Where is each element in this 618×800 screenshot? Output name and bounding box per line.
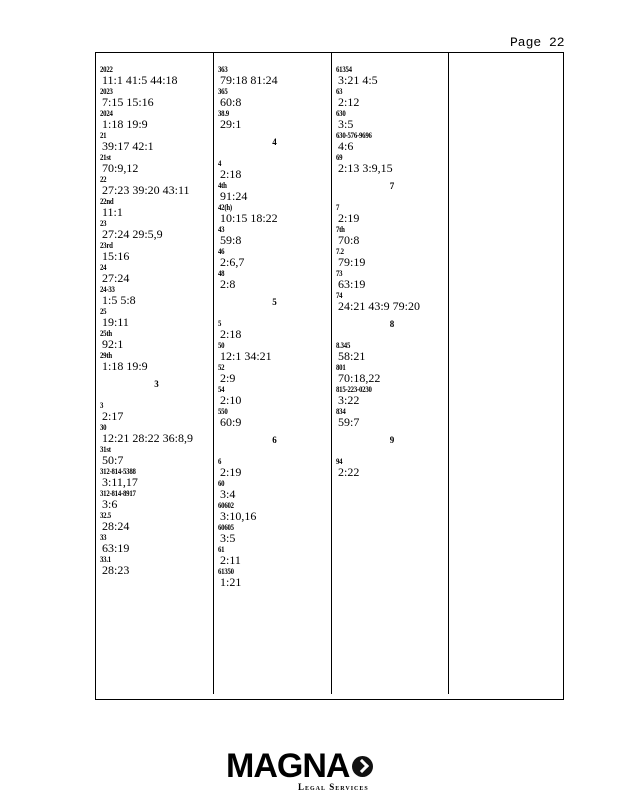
index-entry: [100, 511, 213, 533]
index-page-line-refs: 79:19: [338, 255, 366, 269]
index-entry: [336, 65, 448, 87]
index-page-line-refs: 59:8: [220, 233, 242, 247]
index-section-letter: 9: [389, 435, 395, 445]
index-term: 23: [100, 218, 107, 228]
index-term: 69: [336, 152, 343, 162]
index-page-line-refs: 2:17: [102, 409, 124, 423]
index-entry: [218, 545, 331, 567]
index-column-2: [213, 53, 331, 694]
page-number: Page 22: [510, 35, 565, 50]
index-entry: [100, 241, 213, 263]
index-term: 24-33: [100, 284, 115, 294]
index-entry: [218, 225, 331, 247]
index-term: 43: [218, 224, 225, 234]
index-page-line-refs: 63:19: [102, 541, 130, 555]
index-column-1: [100, 53, 213, 694]
index-entry: [218, 87, 331, 109]
index-page-line-refs: 4:6: [338, 139, 354, 153]
index-page-line-refs: 27:23 39:20 43:11: [102, 183, 190, 197]
index-term: 61350: [218, 566, 234, 576]
index-term: 31st: [100, 444, 111, 454]
index-term: 24: [100, 262, 107, 272]
index-page-line-refs: 63:19: [338, 277, 366, 291]
index-entry: [218, 65, 331, 87]
index-entry: [100, 285, 213, 307]
index-section-letter: 3: [154, 379, 159, 389]
index-page-line-refs: 2:8: [220, 277, 236, 291]
index-page-line-refs: 2:11: [220, 553, 241, 567]
index-page-line-refs: 79:18 81:24: [220, 73, 278, 87]
index-entry: [218, 341, 331, 363]
index-page-line-refs: 92:1: [102, 337, 124, 351]
index-term: 60: [218, 478, 225, 488]
index-section-letter: 8: [389, 319, 395, 329]
chevron-right-circle-icon: [352, 756, 373, 777]
index-entry: [218, 479, 331, 501]
index-entry: [218, 501, 331, 523]
index-page-line-refs: 70:9,12: [102, 161, 139, 175]
index-term: 2024: [100, 108, 113, 118]
index-column-3: [331, 53, 448, 694]
index-page-line-refs: 2:18: [220, 167, 242, 181]
index-term: 4th: [218, 180, 227, 190]
index-term: 5: [218, 318, 222, 328]
index-term: 50: [218, 340, 225, 350]
index-entry: [336, 203, 448, 225]
index-page-line-refs: 19:11: [102, 315, 129, 329]
index-entry: [218, 385, 331, 407]
index-page-line-refs: 15:16: [102, 249, 130, 263]
index-entry: [218, 269, 331, 291]
index-entry: [100, 555, 213, 577]
index-term: 630: [336, 108, 346, 118]
index-page-line-refs: 60:8: [220, 95, 242, 109]
index-page-line-refs: 27:24: [102, 271, 130, 285]
index-entry: [100, 219, 213, 241]
index-entry: [336, 341, 448, 363]
magna-logo: [226, 749, 396, 793]
index-term: 550: [218, 406, 228, 416]
index-entry: [336, 269, 448, 291]
index-term: 32.5: [100, 510, 111, 520]
index-column-4: [448, 53, 563, 694]
index-section-letter: 6: [272, 435, 277, 445]
index-term: 74: [336, 290, 343, 300]
logo-wordmark: MAGNA: [226, 747, 350, 785]
index-page-line-refs: 59:7: [338, 415, 360, 429]
index-entry: [336, 363, 448, 385]
index-entry: [100, 329, 213, 351]
index-term: 6: [218, 456, 222, 466]
index-page-line-refs: 2:10: [220, 393, 242, 407]
index-entry: [100, 401, 213, 423]
index-entry: [336, 291, 448, 313]
index-term: 815-223-0230: [336, 384, 372, 394]
index-term: 4: [218, 158, 222, 168]
index-term: 21st: [100, 152, 111, 162]
index-term: 7th: [336, 224, 345, 234]
index-entry: [218, 247, 331, 269]
index-entry: [100, 445, 213, 467]
index-section-letter: 5: [272, 297, 277, 307]
index-section-letter: 4: [272, 137, 277, 147]
index-entry: [218, 181, 331, 203]
index-entry: [100, 87, 213, 109]
index-page-line-refs: 3:4: [220, 487, 236, 501]
index-entry: [336, 131, 448, 153]
index-page-line-refs: 28:23: [102, 563, 130, 577]
index-entry: [100, 197, 213, 219]
index-page-line-refs: 3:6: [102, 497, 118, 511]
index-page-line-refs: 2:19: [220, 465, 242, 479]
index-page-line-refs: 60:9: [220, 415, 242, 429]
index-entry: [100, 65, 213, 87]
index-page-line-refs: 50:7: [102, 453, 124, 467]
index-term: 48: [218, 268, 225, 278]
index-entry: [336, 247, 448, 269]
index-term: 38.9: [218, 108, 229, 118]
index-page-line-refs: 1:5 5:8: [102, 293, 136, 307]
index-term: 21: [100, 130, 107, 140]
index-entry: [100, 263, 213, 285]
index-page-line-refs: 3:5: [338, 117, 354, 131]
index-term: 61354: [336, 64, 352, 74]
index-term: 363: [218, 64, 228, 74]
index-term: 3: [100, 400, 104, 410]
index-page-line-refs: 24:21 43:9 79:20: [338, 299, 421, 313]
index-entry: [100, 351, 213, 373]
index-section-letter: 7: [389, 181, 395, 191]
logo-subtitle: Legal Services: [298, 782, 369, 792]
index-entry: [100, 533, 213, 555]
index-term: 94: [336, 456, 343, 466]
index-page-line-refs: 58:21: [338, 349, 366, 363]
index-page-line-refs: 12:1 34:21: [220, 349, 272, 363]
index-page-line-refs: 1:18 19:9: [102, 117, 148, 131]
index-entry: [336, 109, 448, 131]
index-term: 52: [218, 362, 225, 372]
index-page-line-refs: 11:1: [102, 205, 123, 219]
index-entry: [218, 203, 331, 225]
index-entry: [218, 407, 331, 429]
index-entry: [100, 423, 213, 445]
index-term: 25th: [100, 328, 112, 338]
index-page-line-refs: 39:17 42:1: [102, 139, 154, 153]
index-entry: [218, 567, 331, 589]
index-page-line-refs: 11:1 41:5 44:18: [102, 73, 178, 87]
index-page-line-refs: 3:10,16: [220, 509, 257, 523]
index-page-line-refs: 28:24: [102, 519, 130, 533]
index-term: 22: [100, 174, 107, 184]
index-page-line-refs: 12:21 28:22 36:8,9: [102, 431, 194, 445]
index-term: 30: [100, 422, 107, 432]
index-page-line-refs: 29:1: [220, 117, 242, 131]
index-term: 33.1: [100, 554, 111, 564]
index-term: 60602: [218, 500, 234, 510]
index-page-line-refs: 2:9: [220, 371, 236, 385]
index-entry: [100, 467, 213, 489]
index-entry: [100, 175, 213, 197]
index-page-line-refs: 1:18 19:9: [102, 359, 148, 373]
index-page-line-refs: 1:21: [220, 575, 242, 589]
index-page-line-refs: 7:15 15:16: [102, 95, 154, 109]
index-term: 60605: [218, 522, 234, 532]
index-term: 8.345: [336, 340, 351, 350]
index-page-line-refs: 2:6,7: [220, 255, 245, 269]
index-entry: [336, 457, 448, 479]
index-term: 61: [218, 544, 225, 554]
index-term: 25: [100, 306, 107, 316]
index-entry: [218, 457, 331, 479]
index-term: 42(h): [218, 202, 232, 212]
index-term: 7.2: [336, 246, 344, 256]
index-page-line-refs: 10:15 18:22: [220, 211, 278, 225]
index-term: 801: [336, 362, 346, 372]
index-entry: [218, 363, 331, 385]
index-page-line-refs: 70:8: [338, 233, 360, 247]
index-entry: [100, 109, 213, 131]
index-term: 46: [218, 246, 225, 256]
index-page-line-refs: 70:18,22: [338, 371, 381, 385]
index-term: 54: [218, 384, 225, 394]
index-entry: [100, 153, 213, 175]
index-entry: [218, 319, 331, 341]
index-entry: [100, 489, 213, 511]
index-entry: [100, 307, 213, 329]
index-term: 630-576-9696: [336, 130, 372, 140]
index-page-line-refs: 91:24: [220, 189, 248, 203]
index-term: 2023: [100, 86, 113, 96]
index-term: 7: [336, 202, 340, 212]
index-page-line-refs: 3:5: [220, 531, 236, 545]
index-entry: [336, 153, 448, 175]
index-term: 312-814-5388: [100, 466, 136, 476]
index-page-line-refs: 3:11,17: [102, 475, 138, 489]
index-term: 312-814-8917: [100, 488, 136, 498]
index-entry: [218, 109, 331, 131]
index-entry: [218, 159, 331, 181]
index-page-line-refs: 2:12: [338, 95, 360, 109]
index-page-line-refs: 2:22: [338, 465, 360, 479]
index-term: 834: [336, 406, 346, 416]
index-entry: [336, 225, 448, 247]
index-entry: [336, 385, 448, 407]
word-index-table: [95, 52, 564, 700]
index-entry: [100, 131, 213, 153]
index-page-line-refs: 2:18: [220, 327, 242, 341]
index-term: 2022: [100, 64, 113, 74]
index-page-line-refs: 3:21 4:5: [338, 73, 378, 87]
index-entry: [336, 87, 448, 109]
index-page-line-refs: 27:24 29:5,9: [102, 227, 163, 241]
index-term: 29th: [100, 350, 112, 360]
index-page-line-refs: 2:19: [338, 211, 360, 225]
index-page-line-refs: 3:22: [338, 393, 360, 407]
index-term: 33: [100, 532, 107, 542]
index-entry: [336, 407, 448, 429]
index-term: 73: [336, 268, 343, 278]
index-term: 23rd: [100, 240, 113, 250]
index-page-line-refs: 2:13 3:9,15: [338, 161, 393, 175]
index-term: 63: [336, 86, 343, 96]
index-term: 22nd: [100, 196, 114, 206]
index-entry: [218, 523, 331, 545]
index-term: 365: [218, 86, 228, 96]
